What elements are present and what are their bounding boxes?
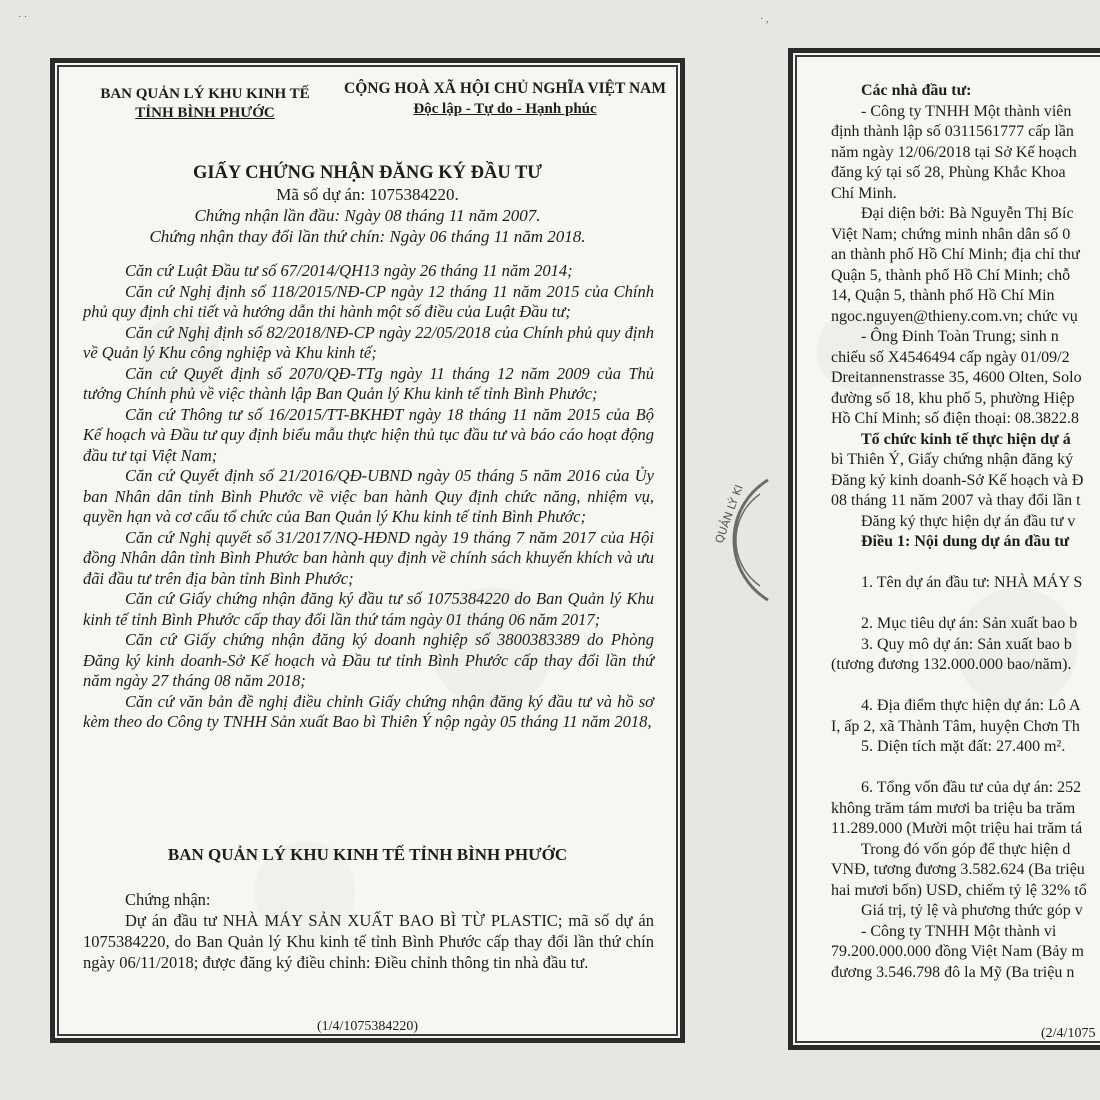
page-2-line: Các nhà đầu tư: [861,82,972,99]
legal-basis-item: Căn cứ Quyết định số 21/2016/QĐ-UBND ngày 05 tháng 5 năm 2016 của Ủy ban Nhân dân tỉnh Bình Phước về việc ban hành Quy định chức năng, nhiệm vụ, quyền hạn và cơ cấu tổ chức của Ban Quản lý Khu kinh tế tỉnh Bình Phước; [83,466,654,526]
page-2-line: Tổ chức kinh tế thực hiện dự á [861,430,1071,448]
page-2-line: 11.289.000 (Mười một triệu hai trăm tá [831,820,1083,837]
page-2-line: 08 tháng 11 năm 2007 và thay đổi lần t [831,492,1081,509]
legal-basis-item: Căn cứ Nghị quyết số 31/2017/NQ-HĐND ngày 19 tháng 7 năm 2017 của Hội đồng Nhân dân tỉnh Bình Phước ban hành quy định về chính sách khuyến khích và ưu đãi đầu tư trên địa bàn tỉnh Bình Phước; [83,527,654,588]
page-2-line [831,758,1100,779]
page-2-line: 14, Quận 5, thành phố Hồ Chí Min [831,287,1055,304]
page-2-line: Chí Minh. [831,184,897,202]
page-2-line: Dreitannenstrasse 35, 4600 Olten, Solo [831,369,1082,386]
certificate-page-2 [788,48,1100,1050]
legal-basis-item: Căn cứ Nghị định số 118/2015/NĐ-CP ngày 12 tháng 11 năm 2015 của Chính phủ quy định chi tiết và hướng dẫn thi hành một số điều của Luật Đầu tư; [83,281,654,321]
page-2-line: 2. Mục tiêu dự án: Sản xuất bao b [861,615,1078,632]
page-2-body [831,81,1100,983]
authority-line-2: TỈNH BÌNH PHƯỚC [135,105,275,121]
legal-basis-item: Căn cứ Giấy chứng nhận đăng ký đầu tư số 1075384220 do Ban Quản lý Khu kinh tế tỉnh Bình Phước cấp thay đổi lần thứ tám ngày 01 tháng 06 năm 2017; [83,589,654,629]
page-number-footer: (1/4/1075384220) [316,1019,419,1034]
certificate-page-1 [50,58,685,1043]
page-2-line: đường số 18, khu phố 5, phường Hiệp [831,389,1075,407]
certification-label: Chứng nhận: [125,890,211,909]
page-2-line [831,594,1100,615]
page-2-line: chiếu số X4546494 cấp ngày 01/09/2 [831,348,1070,366]
page-2-line: Quận 5, thành phố Hồ Chí Minh; chỗ [831,266,1071,284]
legal-basis-item: Căn cứ Thông tư số 16/2015/TT-BKHĐT ngày 18 tháng 11 năm 2015 của Bộ Kế hoạch và Đầu tư quy định biểu mẫu thực hiện thủ tục đầu tư và báo cáo hoạt động đầu tư tại Việt Nam; [83,404,654,465]
page-2-line: ngoc.nguyen@thieny.com.vn; chức vụ [831,307,1078,325]
seal-stamp-fragment [700,470,780,610]
authority-line-1: BAN QUẢN LÝ KHU KINH TẾ [100,86,310,102]
legal-basis-item: Căn cứ Nghị định số 82/2018/NĐ-CP ngày 22/05/2018 của Chính phủ quy định về Quản lý Khu công nghiệp và Khu kinh tế; [83,322,654,362]
page-2-line: I, ấp 2, xã Thành Tâm, huyện Chơn Th [831,717,1080,735]
certificate-title-block [55,163,680,247]
page-2-line: Giá trị, tỷ lệ và phương thức góp v [861,902,1083,919]
national-motto-header [340,79,670,119]
page-2-line: đăng ký tại số 28, Phùng Khắc Khoa [831,164,1066,181]
page-2-line: 6. Tổng vốn đầu tư của dự án: 252 [861,779,1082,796]
legal-basis-item: Căn cứ Quyết định số 2070/QĐ-TTg ngày 11 tháng 12 năm 2009 của Thủ tướng Chính phủ về việc thành lập Ban Quản lý Khu kinh tế tỉnh Bình Phước; [83,363,654,403]
svg-text:QUẢN LÝ KI: QUẢN LÝ KI [712,482,746,546]
certificate-title: GIẤY CHỨNG NHẬN ĐĂNG KÝ ĐẦU TƯ [192,163,543,183]
page-2-line: năm ngày 12/06/2018 tại Sở Kế hoạch [831,143,1077,161]
certification-text: Dự án đầu tư NHÀ MÁY SẢN XUẤT BAO BÌ TỪ PLASTIC; mã số dự án 1075384220, do Ban Quản lý Khu kinh tế tỉnh Bình Phước cấp thay đổi lần thứ chín ngày 06/11/2018; được đăng ký điều chỉnh: Điều chỉnh thông tin nhà đầu tư. [83,911,654,972]
page-2-line: Trong đó vốn góp để thực hiện d [861,840,1071,858]
page-2-line: (tương đương 132.000.000 bao/năm). [831,656,1072,673]
page-2-line: Đăng ký thực hiện dự án đầu tư v [861,512,1076,530]
page-2-line: 79.200.000.000 đồng Việt Nam (Bảy m [831,943,1084,960]
project-code: Mã số dự án: 1075384220. [276,185,459,204]
page-2-line: - Công ty TNHH Một thành vi [861,922,1057,940]
page-2-line: không trăm tám mươi ba triệu ba trăm [831,799,1076,817]
page-2-line: Hồ Chí Minh; số điện thoại: 08.3822.8 [831,410,1079,427]
page-2-line: - Công ty TNHH Một thành viên [861,102,1072,120]
legal-basis-item: Căn cứ văn bản đề nghị điều chỉnh Giấy chứng nhận đăng ký đầu tư và hồ sơ kèm theo do Công ty TNHH Sản xuất Bao bì Thiên Ý nộp ngày 05 tháng 11 năm 2018, [83,691,654,731]
page-2-line: VNĐ, tương đương 3.582.624 (Ba triệu [831,861,1085,878]
page-2-line: 4. Địa điểm thực hiện dự án: Lô A [861,697,1081,714]
page-2-line [831,553,1100,574]
page-2-line: 3. Quy mô dự án: Sản xuất bao b [861,635,1072,653]
page-2-line: 1. Tên dự án đầu tư: NHÀ MÁY S [861,574,1083,591]
country-name: CỘNG HOÀ XÃ HỘI CHỦ NGHĨA VIỆT NAM [344,80,666,97]
certification-section [83,889,654,973]
scan-speck: · , [760,14,769,25]
page-2-line: Điều 1: Nội dung dự án đầu tư [861,533,1070,550]
authority-heading: BAN QUẢN LÝ KHU KINH TẾ TỈNH BÌNH PHƯỚC [167,845,568,864]
page-number-footer: (2/4/1075 [1041,1026,1096,1041]
page-2-line: đương 3.546.798 đô la Mỹ (Ba triệu n [831,963,1075,981]
page-2-line: an thành phố Hồ Chí Minh; địa chỉ thư [831,246,1080,263]
legal-basis-list [83,261,654,733]
page-2-line: định thành lập số 0311561777 cấp lần [831,123,1074,140]
scan-speck: · · [18,12,28,23]
changed-certification-date: Chứng nhận thay đổi lần thứ chín: Ngày 06 tháng 11 năm 2018. [149,227,586,246]
national-motto: Độc lập - Tự do - Hạnh phúc [413,101,597,117]
page-2-line: bì Thiên Ý, Giấy chứng nhận đăng ký [831,451,1074,468]
legal-basis-item: Căn cứ Luật Đầu tư số 67/2014/QH13 ngày 26 tháng 11 năm 2014; [125,261,573,280]
legal-basis-item: Căn cứ Giấy chứng nhận đăng ký doanh nghiệp số 3800383389 do Phòng Đăng ký kinh doanh-Sở Kế hoạch và Đầu tư tỉnh Bình Phước cấp thay đổi lần thứ năm ngày 27 tháng 08 năm 2018; [83,630,654,690]
page-2-line: Đăng ký kinh doanh-Sở Kế hoạch và Đ [831,471,1084,489]
page-2-line: hai mươi bốn) USD, chiếm tỷ lệ 32% tổ [831,881,1087,899]
page-2-line: 5. Diện tích mặt đất: 27.400 m². [861,738,1066,755]
first-certification-date: Chứng nhận lần đầu: Ngày 08 tháng 11 năm 2007. [194,206,541,225]
page-2-line: - Ông Đinh Toàn Trung; sinh n [861,328,1059,345]
issuing-authority-header [90,85,320,123]
page-2-line: Đại diện bởi: Bà Nguyễn Thị Bíc [861,205,1074,222]
page-2-line [831,676,1100,697]
page-2-line: Việt Nam; chứng minh nhân dân số 0 [831,225,1071,243]
